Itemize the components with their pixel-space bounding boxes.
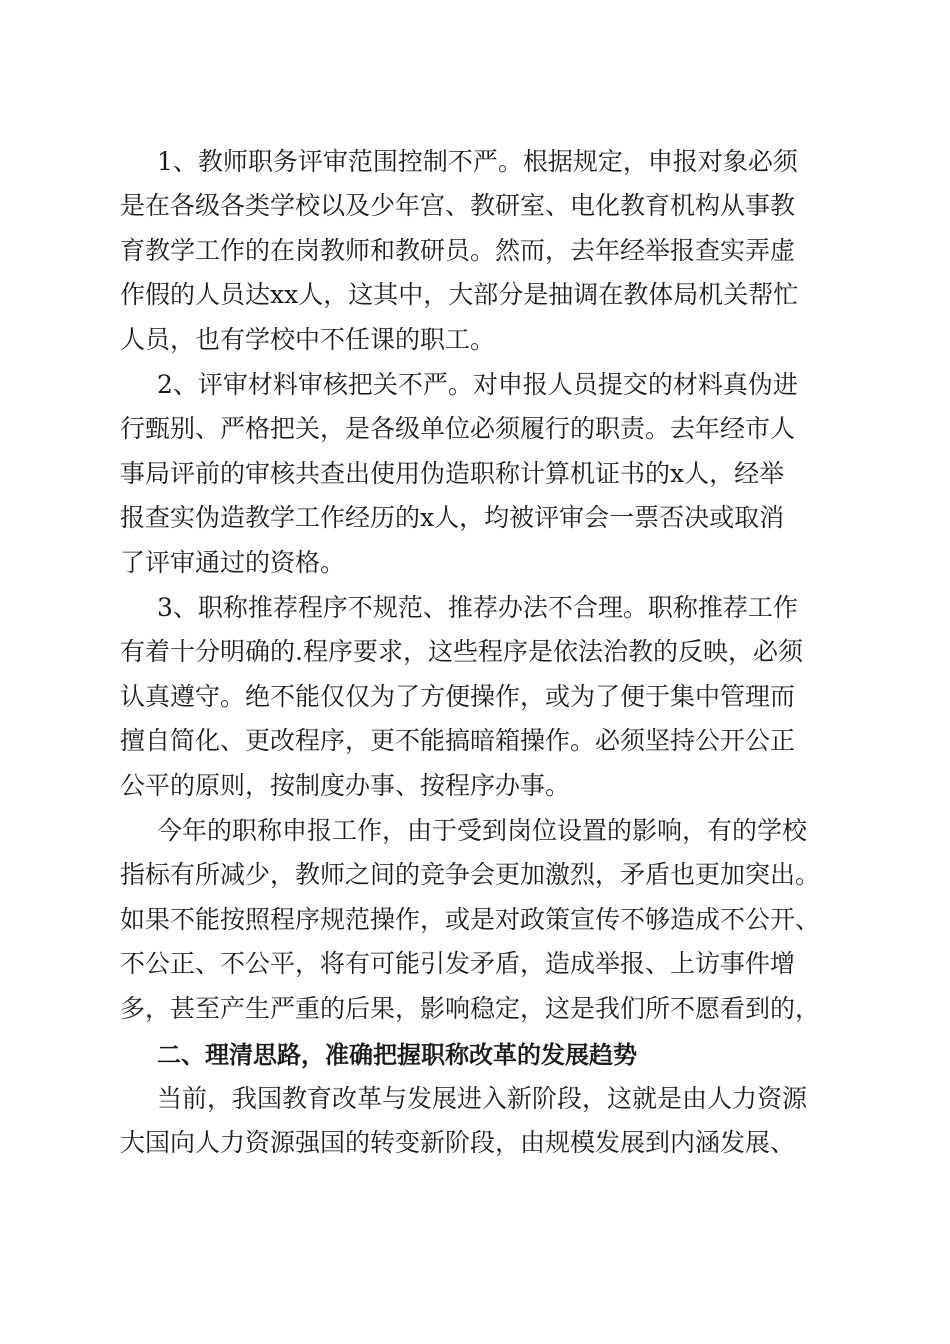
text-line: 育教学工作的在岗教师和教研员。然而，去年经举报查实弄虚 — [120, 236, 796, 265]
text-line: 指标有所减少，教师之间的竞争会更加激烈，矛盾也更加突出。 — [120, 860, 821, 889]
text-line: 事局评前的审核共查出使用伪造职称计算机证书的x人，经举 — [120, 459, 785, 488]
text-line: 1、教师职务评审范围控制不严。根据规定，申报对象必须 — [157, 147, 798, 176]
text-line: 人员，也有学校中不任课的职工。 — [120, 325, 496, 354]
text-line: 多，甚至产生严重的后果，影响稳定，这是我们所不愿看到的， — [120, 994, 821, 1023]
text-line: 2、评审材料审核把关不严。对申报人员提交的材料真伪进 — [157, 370, 798, 399]
text-line: 行甄别、严格把关，是各级单位必须履行的职责。去年经市人 — [120, 414, 796, 443]
text-line: 作假的人员达xx人，这其中，大部分是抽调在教体局机关帮忙 — [120, 280, 799, 309]
text-line: 了评审通过的资格。 — [120, 548, 346, 577]
text-line: 公平的原则，按制度办事、按程序办事。 — [120, 771, 571, 800]
text-line: 如果不能按照程序规范操作，或是对政策宣传不够造成不公开、 — [120, 905, 821, 934]
text-line: 大国向人力资源强国的转变新阶段，由规模发展到内涵发展、 — [120, 1128, 796, 1157]
text-line: 认真遵守。绝不能仅仅为了方便操作，或为了便于集中管理而 — [120, 682, 796, 711]
text-line: 有着十分明确的.程序要求，这些程序是依法治教的反映，必须 — [120, 637, 803, 666]
section-heading: 二、理清思路，准确把握职称改革的发展趋势 — [157, 1041, 637, 1069]
text-line: 今年的职称申报工作，由于受到岗位设置的影响，有的学校 — [157, 816, 808, 845]
text-line: 当前，我国教育改革与发展进入新阶段，这就是由人力资源 — [157, 1084, 808, 1113]
text-line: 报查实伪造教学工作经历的x人，均被评审会一票否决或取消 — [120, 503, 785, 532]
text-line: 是在各级各类学校以及少年宫、教研室、电化教育机构从事教 — [120, 191, 796, 220]
text-line: 3、职称推荐程序不规范、推荐办法不合理。职称推荐工作 — [157, 593, 798, 622]
text-line: 不公正、不公平，将有可能引发矛盾，造成举报、上访事件增 — [120, 949, 796, 978]
text-line: 擅自简化、更改程序，更不能搞暗箱操作。必须坚持公开公正 — [120, 726, 796, 755]
